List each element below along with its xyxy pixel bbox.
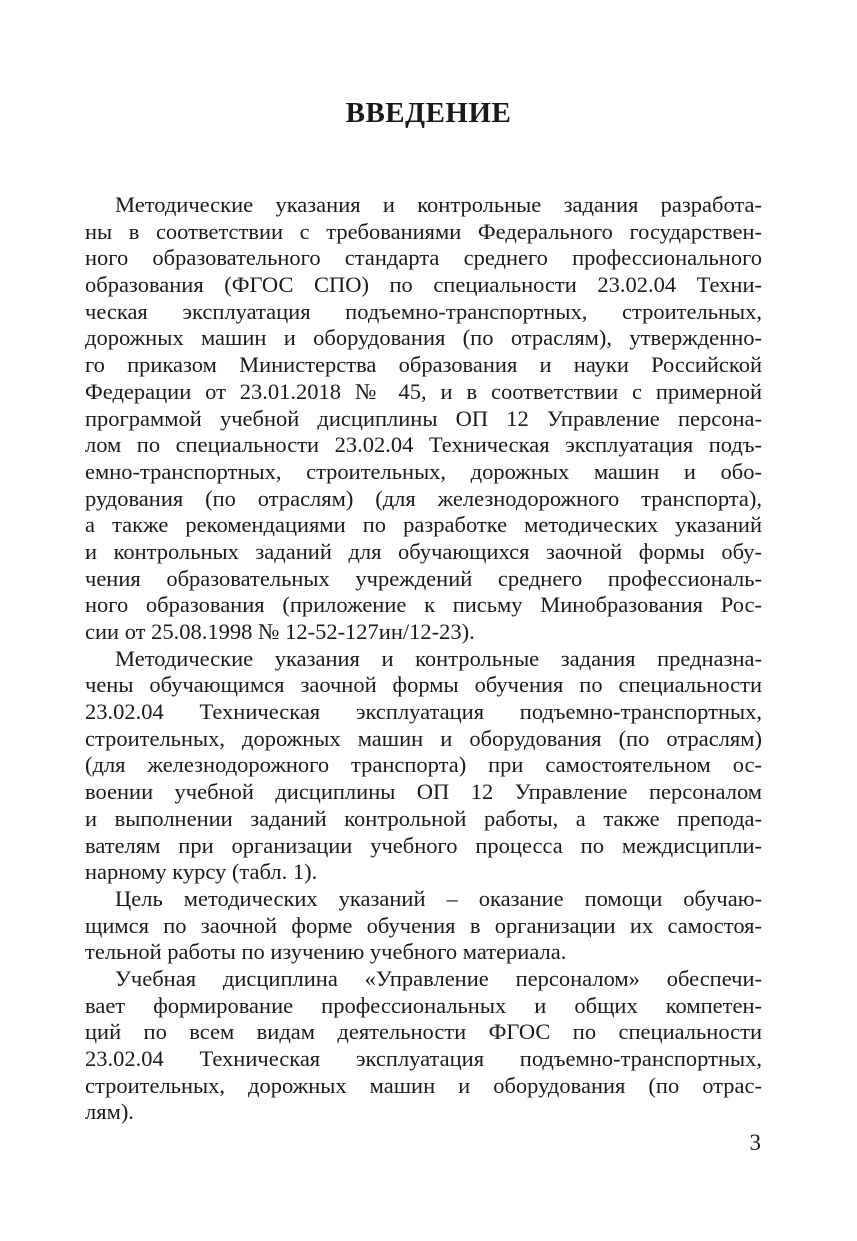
text-line: Цель методических указаний – оказание помощи обучаю- xyxy=(115,885,762,911)
text-line: воении учебной дисциплины ОП 12 Управление персоналом xyxy=(85,779,762,805)
text-line: образования (ФГОС СПО) по специальности 23.02.04 Техни- xyxy=(85,272,762,298)
page-number: 3 xyxy=(749,1130,761,1155)
paragraph-4 xyxy=(85,966,762,1126)
text-line: чены обучающимся заочной формы обучения по специальности xyxy=(85,672,762,698)
text-line: и выполнении заданий контрольной работы, а также препода- xyxy=(85,805,762,831)
text-line: строительных, дорожных машин и оборудования (по отраслям) xyxy=(85,725,762,751)
text-line: программой учебной дисциплины ОП 12 Управление персона- xyxy=(85,405,762,431)
text-line: 23.02.04 Техническая эксплуатация подъемно-транспортных, xyxy=(85,699,762,725)
text-line: щимся по заочной форме обучения в организации их самостоя- xyxy=(85,912,762,938)
text-line: вателям при организации учебного процесса по междисципли- xyxy=(85,832,762,858)
text-line: нарному курсу (табл. 1). xyxy=(85,859,318,885)
text-line: рудования (по отраслям) (для железнодорожного транспорта), xyxy=(85,485,762,511)
text-line: дорожных машин и оборудования (по отраслям), утвержденно- xyxy=(85,325,762,351)
text-line: и контрольных заданий для обучающихся заочной формы обу- xyxy=(85,538,762,564)
text-line: тельной работы по изучению учебного материала. xyxy=(85,939,567,965)
paragraph-1 xyxy=(85,192,762,646)
text-line: емно-транспортных, строительных, дорожных машин и обо- xyxy=(85,458,762,484)
paragraph-3 xyxy=(85,886,762,966)
text-line: 23.02.04 Техническая эксплуатация подъемно-транспортных, xyxy=(85,1046,762,1071)
text-line: Методические указания и контрольные задания разработа- xyxy=(115,192,762,217)
text-line: ческая эксплуатация подъемно-транспортных, строительных, xyxy=(85,298,762,324)
text-line: Методические указания и контрольные задания предназна- xyxy=(115,645,762,671)
text-line: ного образования (приложение к письму Минобразования Рос- xyxy=(85,592,762,618)
text-line: лям). xyxy=(85,1099,134,1125)
text-line: ного образовательного стандарта среднего профессионального xyxy=(85,245,762,271)
text-line: а также рекомендациями по разработке методических указаний xyxy=(85,512,762,538)
text-line: лом по специальности 23.02.04 Техническая эксплуатация подъ- xyxy=(85,432,762,458)
text-line: строительных, дорожных машин и оборудования (по отрас- xyxy=(85,1072,762,1098)
body-text xyxy=(85,192,762,1126)
text-line: Федерации от 23.01.2018 № 45, и в соответствии с примерной xyxy=(85,378,762,404)
paragraph-2 xyxy=(85,646,762,886)
text-line: (для железнодорожного транспорта) при самостоятельном ос- xyxy=(85,752,762,778)
text-line: Учебная дисциплина «Управление персоналом» обеспечи- xyxy=(115,965,762,991)
page-title: ВВЕДЕНИЕ xyxy=(345,97,512,129)
text-line: сии от 25.08.1998 № 12-52-127ин/12-23). xyxy=(85,619,475,644)
text-line: вает формирование профессиональных и общих компетен- xyxy=(85,992,762,1018)
text-line: ны в соответствии с требованиями Федерального государствен- xyxy=(85,218,762,244)
text-line: ций по всем видам деятельности ФГОС по специальности xyxy=(85,1019,762,1045)
text-line: чения образовательных учреждений среднего профессиональ- xyxy=(85,565,762,591)
text-line: го приказом Министерства образования и науки Российской xyxy=(85,352,762,378)
